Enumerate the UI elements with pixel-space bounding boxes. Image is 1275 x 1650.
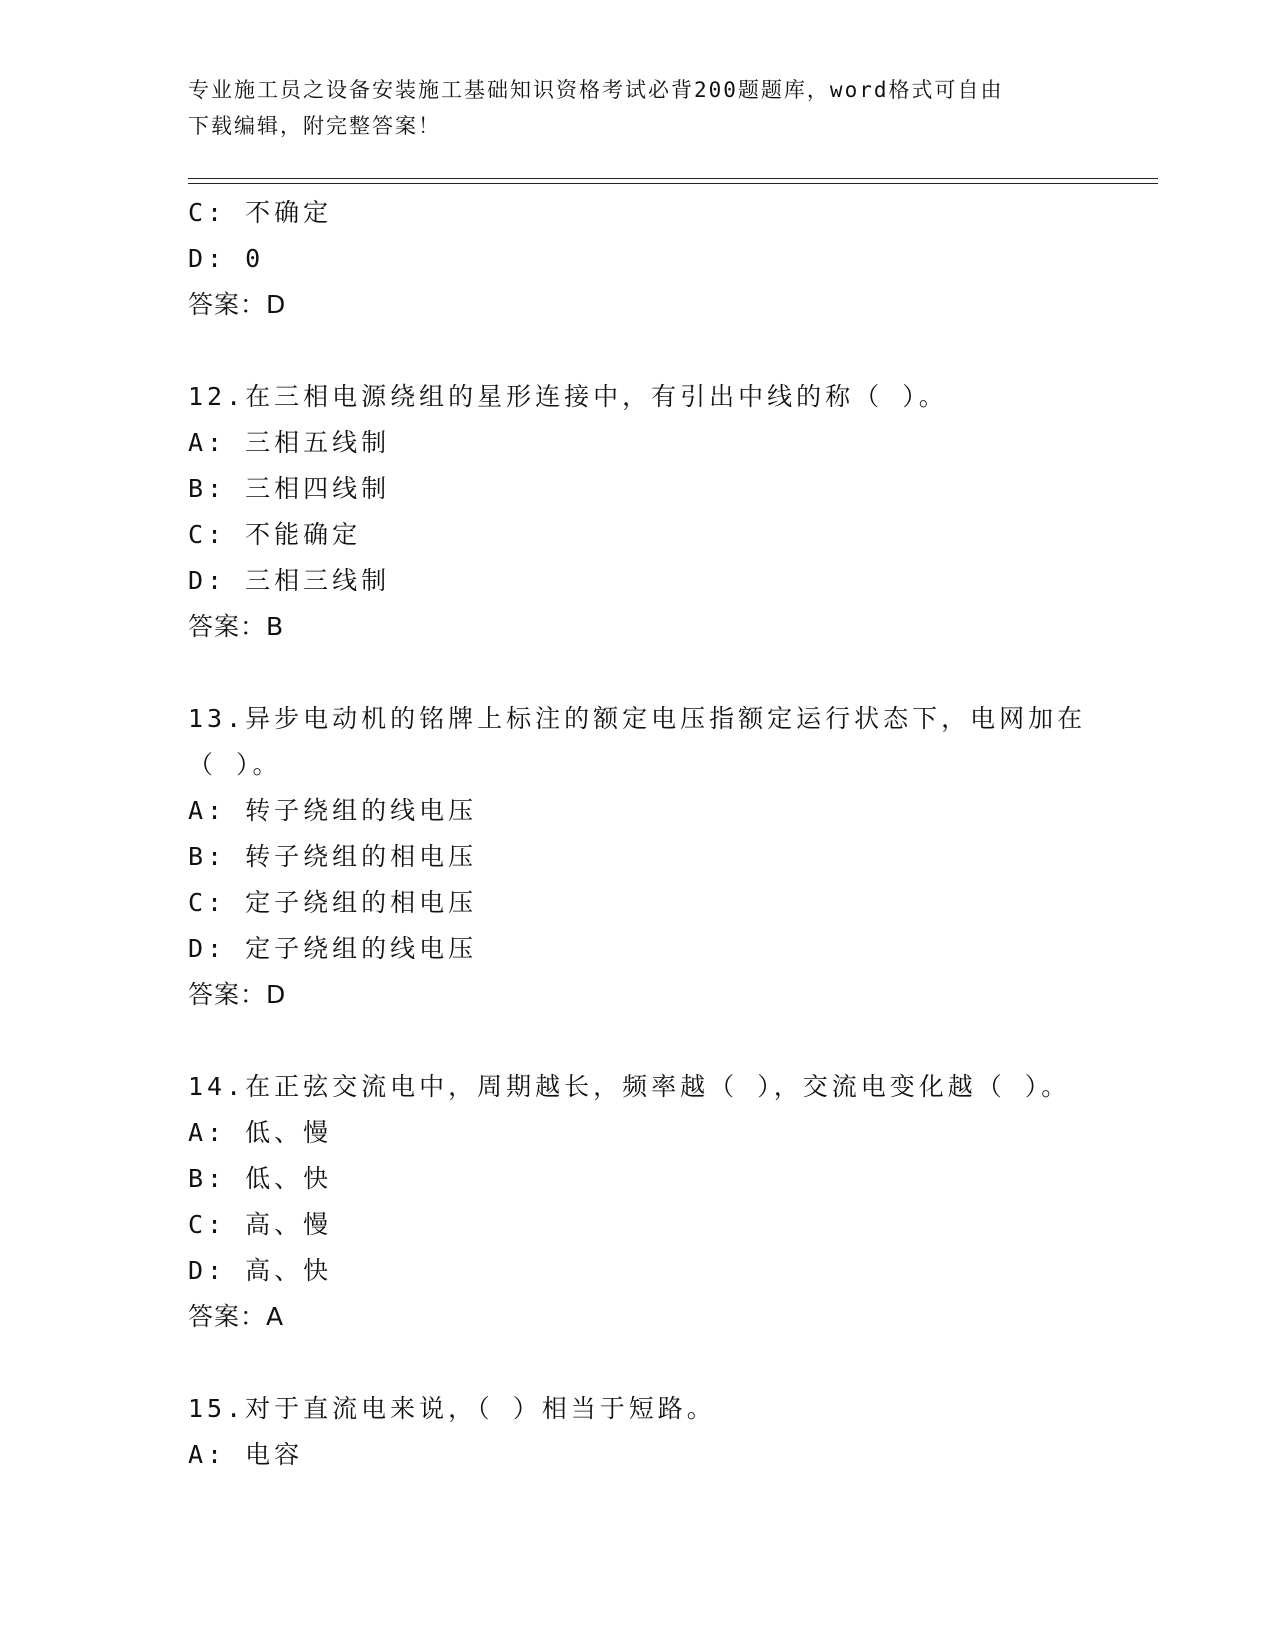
document-header xyxy=(188,72,1068,144)
option-c: C: 不确定 xyxy=(188,198,333,227)
option-c: C: 高、慢 xyxy=(188,1210,333,1239)
question-stem: 13.异步电动机的铭牌上标注的额定电压指额定运行状态下，电网加在 xyxy=(188,704,1087,733)
option-a: A: 低、慢 xyxy=(188,1118,333,1147)
option-d: D: 高、快 xyxy=(188,1256,333,1285)
question-12 xyxy=(188,374,1088,650)
spacer xyxy=(188,328,1088,374)
option-b: B: 低、快 xyxy=(188,1164,333,1193)
option-d: D: 定子绕组的线电压 xyxy=(188,934,478,963)
question-stem: 12.在三相电源绕组的星形连接中，有引出中线的称（ ）。 xyxy=(188,382,948,411)
question-stem: 15.对于直流电来说，（ ）相当于短路。 xyxy=(188,1394,716,1423)
question-14 xyxy=(188,1064,1088,1340)
option-a: A: 电容 xyxy=(188,1440,304,1469)
spacer xyxy=(188,1018,1088,1064)
answer-label: 答案：D xyxy=(188,290,287,319)
option-c: C: 定子绕组的相电压 xyxy=(188,888,478,917)
header-line-2: 下载编辑，附完整答案！ xyxy=(188,114,441,138)
header-divider-bottom xyxy=(188,183,1158,184)
question-stem-continued: （ ）。 xyxy=(188,750,282,779)
option-d: D: 0 xyxy=(188,244,265,273)
question-list xyxy=(188,190,1088,1478)
option-d: D: 三相三线制 xyxy=(188,566,391,595)
answer-label: 答案：A xyxy=(188,1302,285,1331)
option-b: B: 三相四线制 xyxy=(188,474,391,503)
answer-label: 答案：B xyxy=(188,612,285,641)
question-15 xyxy=(188,1386,1088,1478)
spacer xyxy=(188,1340,1088,1386)
option-c: C: 不能确定 xyxy=(188,520,362,549)
question-13 xyxy=(188,696,1088,1018)
header-divider-top xyxy=(188,178,1158,179)
question-stem: 14.在正弦交流电中，周期越长，频率越（ ），交流电变化越（ ）。 xyxy=(188,1072,1071,1101)
answer-label: 答案：D xyxy=(188,980,287,1009)
question-11-continued xyxy=(188,190,1088,328)
option-b: B: 转子绕组的相电压 xyxy=(188,842,478,871)
option-a: A: 三相五线制 xyxy=(188,428,391,457)
spacer xyxy=(188,650,1088,696)
option-a: A: 转子绕组的线电压 xyxy=(188,796,478,825)
header-line-1: 专业施工员之设备安装施工基础知识资格考试必背200题题库，word格式可自由 xyxy=(188,78,1004,102)
